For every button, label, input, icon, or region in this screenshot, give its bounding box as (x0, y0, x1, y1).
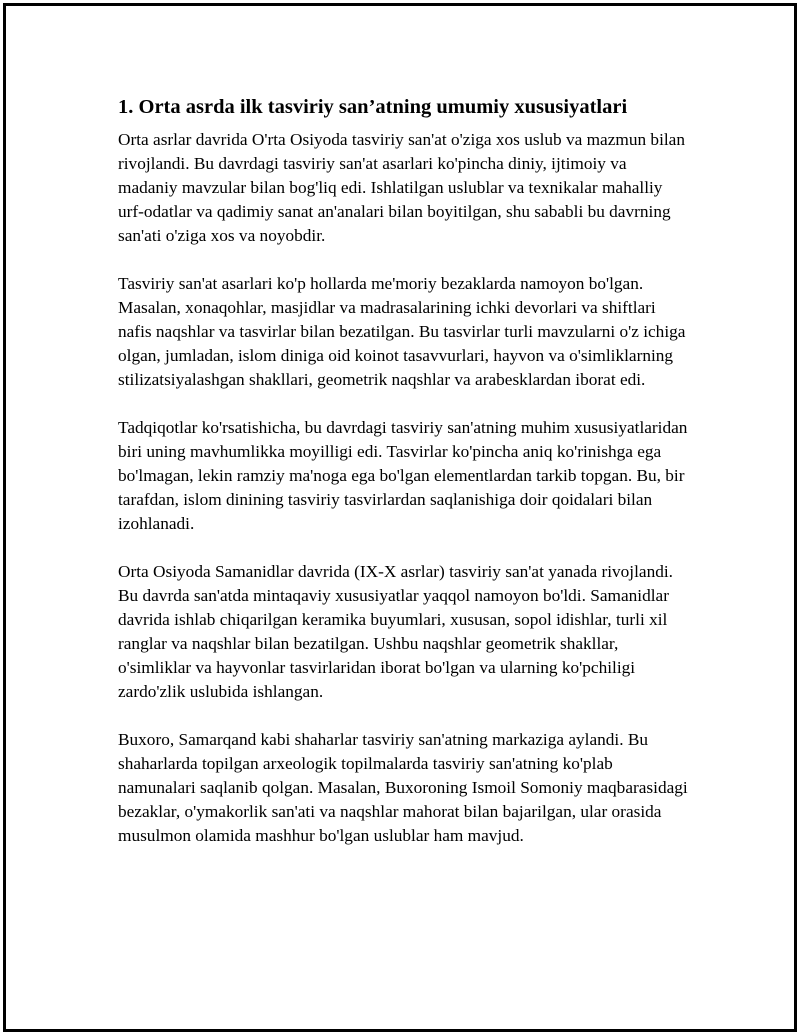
paragraph-5: Buxoro, Samarqand kabi shaharlar tasviriy san'atning markaziga aylandi. Bu shaharlarda topilgan arxeologik topilmalarda tasviriy san'atning ko'plab namunalari saqlanib qolgan. Masalan, Buxoroning Ismoil Somoniy maqbarasidagi bezaklar, o'ymakorlik san'ati va naqshlar mahorat bilan bajarilgan, ular orasida musulmon olamida mashhur bo'lgan uslublar ham mavjud. (118, 730, 688, 845)
paragraph-2: Tasviriy san'at asarlari ko'p hollarda me'moriy bezaklarda namoyon bo'lgan. Masalan, xonaqohlar, masjidlar va madrasalarining ichki devorlari va shiftlari nafis naqshlar va tasvirlar bilan bezatilgan. Bu tasvirlar turli mavzularni o'z ichiga olgan, jumladan, islom diniga oid koinot tasavvurlari, hayvon va o'simliklarning stilizatsiyalashgan shakllari, geometrik naqshlar va arabesklardan iborat edi. (118, 274, 686, 389)
document-body (118, 94, 690, 872)
section-heading: 1. Orta asrda ilk tasviriy san’atning umumiy xususiyatlari (118, 96, 628, 118)
paragraph-3: Tadqiqotlar ko'rsatishicha, bu davrdagi tasviriy san'atning muhim xususiyatlaridan biri uning mavhumlikka moyilligi edi. Tasvirlar ko'pincha aniq ko'rinishga ega bo'lmagan, lekin ramziy ma'noga ega bo'lgan elementlardan tarkib topgan. Bu, bir tarafdan, islom dinining tasviriy tasvirlardan saqlanishiga doir qoidalari bilan izohlanadi. (118, 418, 688, 533)
paragraph-1: Orta asrlar davrida O'rta Osiyoda tasviriy san'at o'ziga xos uslub va mazmun bilan rivojlandi. Bu davrdagi tasviriy san'at asarlari ko'pincha diniy, ijtimoiy va madaniy mavzular bilan bog'liq edi. Ishlatilgan uslublar va texnikalar mahalliy urf-odatlar va qadimiy sanat an'analari bilan boyitilgan, shu sababli bu davrning san'ati o'ziga xos va noyobdir. (118, 130, 685, 245)
paragraph-4: Orta Osiyoda Samanidlar davrida (IX-X asrlar) tasviriy san'at yanada rivojlandi. Bu davrda san'atda mintaqaviy xususiyatlar yaqqol namoyon bo'ldi. Samanidlar davrida ishlab chiqarilgan keramika buyumlari, xususan, sopol idishlar, turli xil ranglar va naqshlar bilan bezatilgan. Ushbu naqshlar geometrik shakllar, o'simliklar va hayvonlar tasvirlaridan iborat bo'lgan va ularning ko'pchiligi zardo'zlik uslubida ishlangan. (118, 562, 673, 701)
